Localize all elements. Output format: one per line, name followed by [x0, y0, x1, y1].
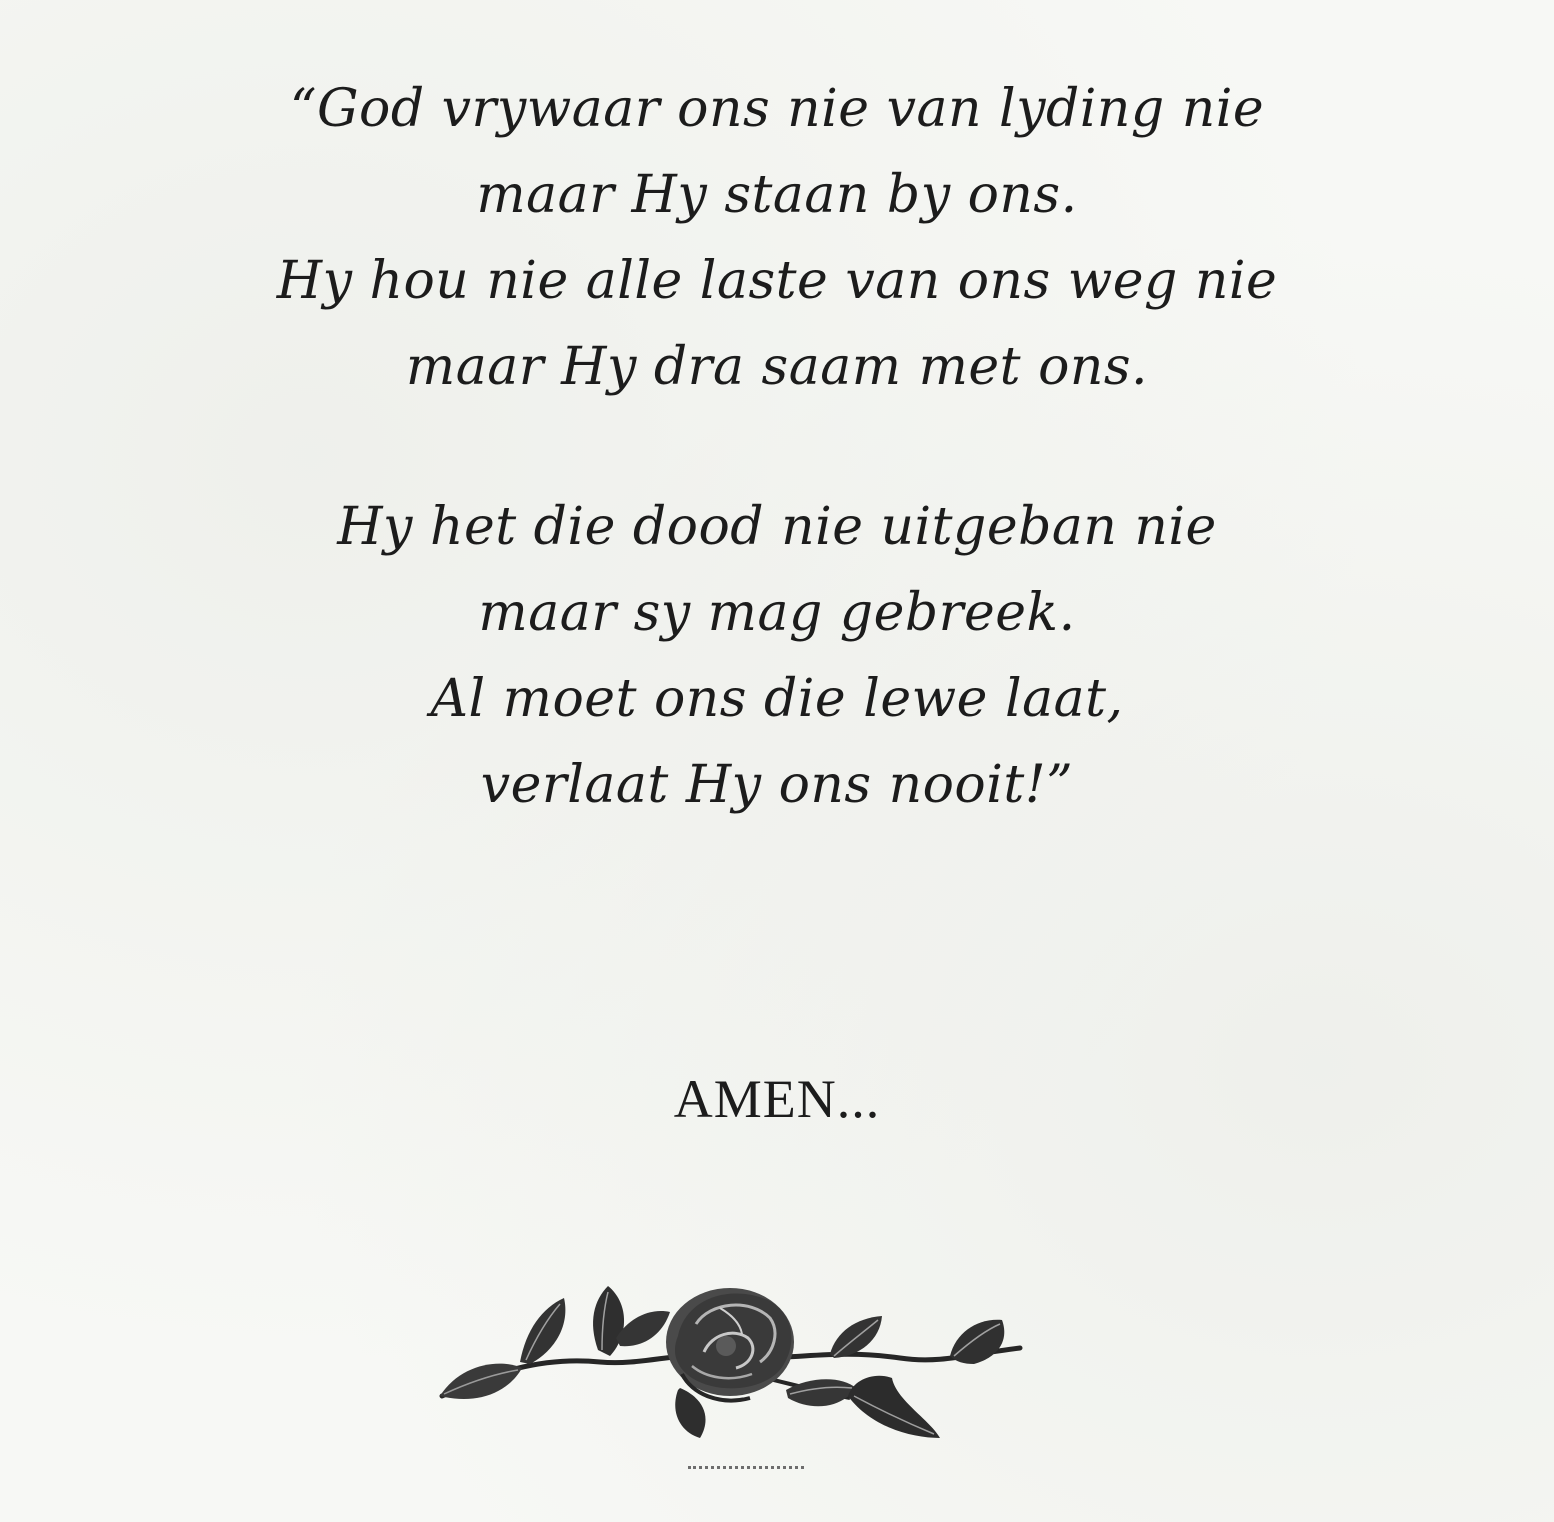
- verse-line: maar Hy dra saam met ons.: [405, 337, 1149, 397]
- rose-icon: [430, 1278, 1030, 1458]
- verse-line: “God vrywaar ons nie van lyding nie: [289, 79, 1265, 139]
- verse-line: Al moet ons die lewe laat,: [430, 669, 1124, 729]
- verse-line: Hy het die dood nie uitgeban nie: [337, 497, 1217, 557]
- verse-stanza-2: [0, 484, 1554, 828]
- closing-amen: AMEN...: [673, 1069, 881, 1129]
- verse-stanza-1: [0, 66, 1554, 410]
- verse-line: maar Hy staan by ons.: [476, 165, 1078, 225]
- verse-line: maar sy mag gebreek.: [478, 583, 1076, 643]
- verse-line: Hy hou nie alle laste van ons weg nie: [276, 251, 1278, 311]
- ornament-underline: [688, 1466, 804, 1473]
- verse-line: verlaat Hy ons nooit!”: [480, 755, 1074, 815]
